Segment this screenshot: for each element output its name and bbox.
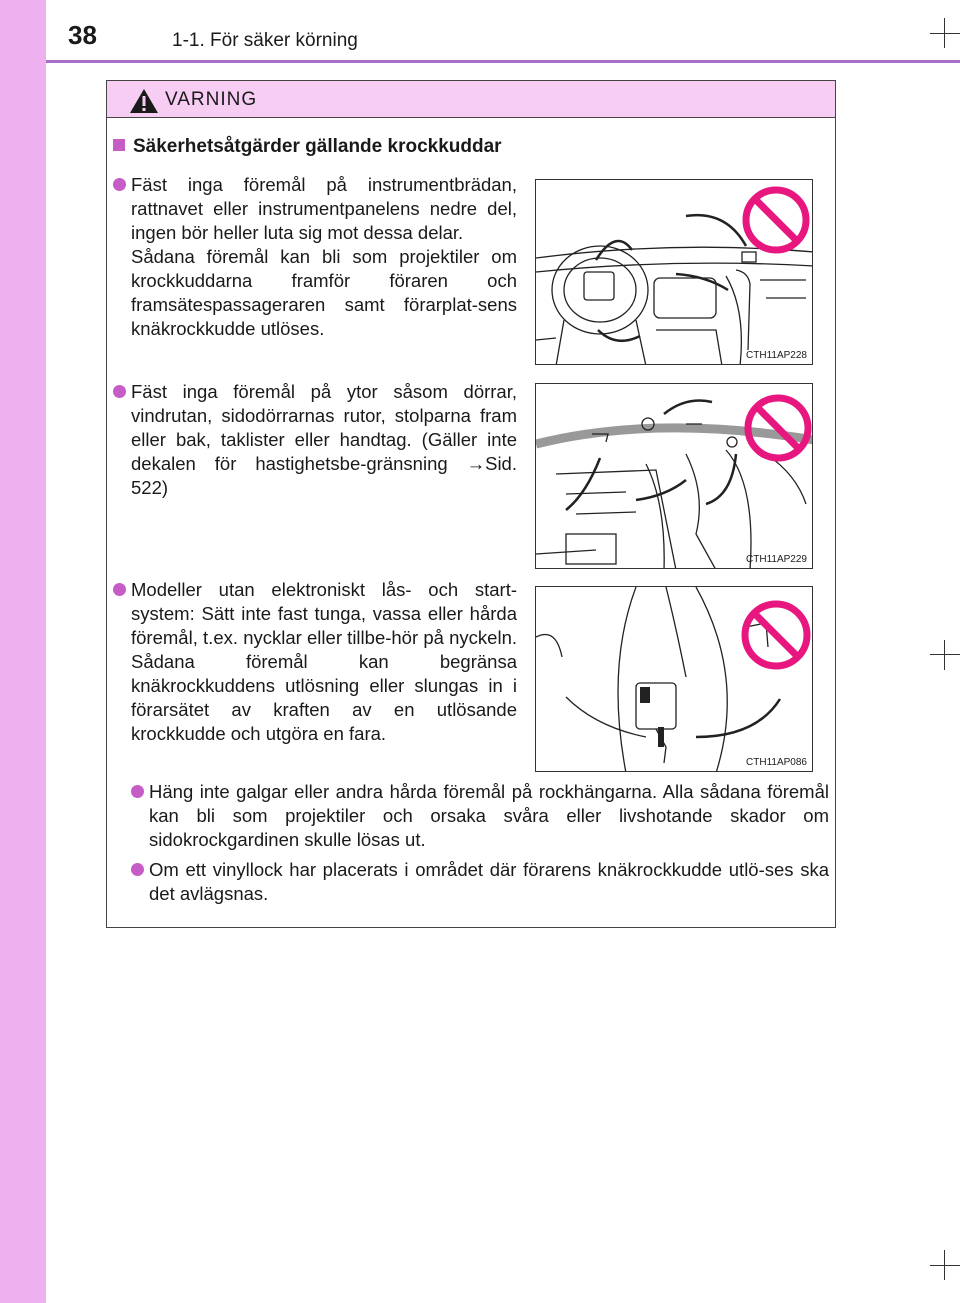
bullet-dot-icon <box>113 385 126 398</box>
crop-mark <box>930 654 960 655</box>
interior-drawing <box>536 384 813 569</box>
illustration-key-ignition <box>535 586 813 772</box>
bullet-text: Häng inte galgar eller andra hårda föremål på rockhängarna. Alla sådana föremål kan bli som projektiler och orsaka svåra eller livshotande skador om sidokrockgardinen skulle lösas ut. <box>149 781 829 850</box>
crop-mark <box>930 33 960 34</box>
bullet-text: Om ett vinyllock har placerats i området där förarens knäkrockkudde utlö-ses ska det avlägsnas. <box>149 859 829 904</box>
bullet-item <box>131 173 517 341</box>
figure-code: CTH11AP086 <box>746 757 807 768</box>
figure-code: CTH11AP229 <box>746 554 807 565</box>
crop-mark <box>944 640 945 670</box>
header-rule <box>46 60 960 63</box>
bullet-item <box>149 780 829 852</box>
bullet-item <box>131 380 517 500</box>
illustration-dashboard <box>535 179 813 365</box>
bullet-text: Sådana föremål kan bli som projektiler om krockkuddarna framför föraren och framsätespassageraren samt förarplat-sens knäkrockkudde utlöses. <box>131 246 517 339</box>
warning-header <box>107 81 835 118</box>
dashboard-drawing <box>536 180 813 365</box>
key-drawing <box>536 587 813 772</box>
crop-mark <box>944 18 945 48</box>
bullet-dot-icon <box>113 178 126 191</box>
bullet-text: Fäst inga föremål på instrumentbrädan, rattnavet eller instrumentpanelens nedre del, ingen bör heller luta sig mot dessa delar. <box>131 174 517 243</box>
figure-code: CTH11AP228 <box>746 350 807 361</box>
warning-label: VARNING <box>165 89 258 110</box>
warning-triangle-icon <box>129 88 159 114</box>
illustration-interior <box>535 383 813 569</box>
bullet-dot-icon <box>131 785 144 798</box>
section-title: 1-1. För säker körning <box>172 30 358 51</box>
prohibition-icon <box>745 604 807 666</box>
square-bullet-icon <box>113 139 125 151</box>
warning-subheading <box>113 136 502 158</box>
crop-mark <box>944 1250 945 1280</box>
crop-mark <box>930 1265 960 1266</box>
page-number: 38 <box>68 20 97 50</box>
prohibition-icon <box>746 190 806 250</box>
bullet-text: Modeller utan elektroniskt lås- och start-system: Sätt inte fast tunga, vassa eller hårda föremål, t.ex. nycklar eller tillbe-hör på nyckeln. Sådana föremål kan begränsa knäkrockkuddens utlösning eller slungas in i förarsätet av kraften av en utlösande krockkudde och utgöra en fara. <box>131 579 517 744</box>
side-tab-strip <box>0 0 46 1303</box>
bullet-item <box>131 578 517 746</box>
bullet-text: Fäst inga föremål på ytor såsom dörrar, vindrutan, sidodörrarnas rutor, stolparna fram eller bak, taklister eller handtag. (Gäller inte dekalen för hastighetsbe-gränsning →Sid. 522) <box>131 381 517 498</box>
bullet-item <box>149 858 829 906</box>
bullet-dot-icon <box>113 583 126 596</box>
bullet-dot-icon <box>131 863 144 876</box>
warning-box <box>106 80 836 928</box>
subheading-text: Säkerhetsåtgärder gällande krockkuddar <box>133 136 502 157</box>
